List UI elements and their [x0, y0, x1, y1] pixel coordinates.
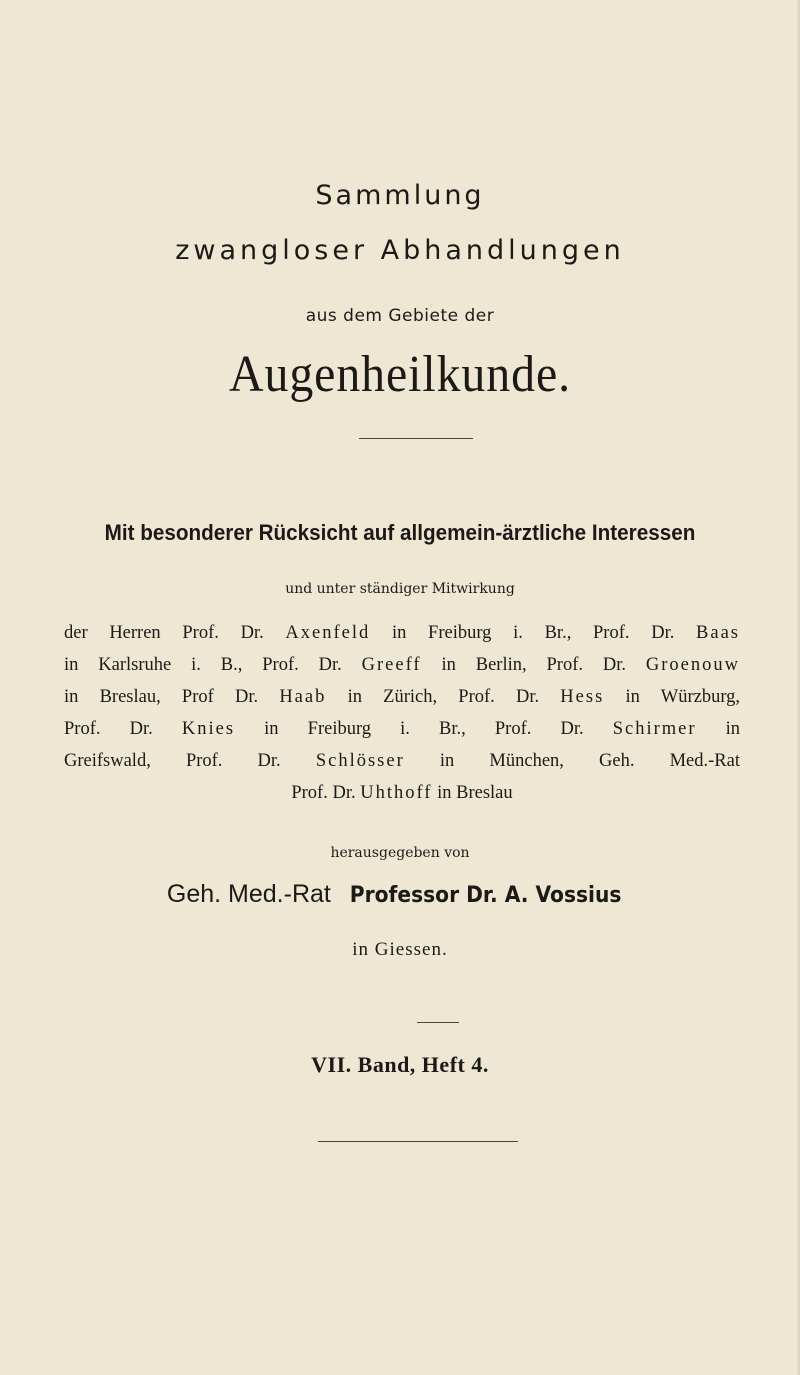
- text: in Karlsruhe i. B., Prof. Dr.: [64, 655, 342, 675]
- editor-place: in Giessen.: [352, 939, 448, 960]
- text: der Herren Prof. Dr.: [64, 623, 264, 643]
- page-edge-shadow: [796, 0, 800, 1375]
- text: in: [725, 719, 741, 739]
- contributor-name: Groenouw: [645, 655, 740, 675]
- contributors-line: [64, 617, 740, 649]
- field-intro: aus dem Gebiete der: [305, 306, 495, 326]
- contributor-name: Schirmer: [612, 719, 697, 739]
- contributor-name: Axenfeld: [285, 623, 371, 643]
- editor-name: Professor Dr. A. Vossius: [349, 883, 622, 908]
- text: in Breslau, Prof Dr.: [64, 687, 259, 707]
- editor-prefix: Geh. Med.-Rat: [166, 880, 331, 908]
- series-title: Sammlung: [315, 180, 485, 211]
- divider-1: [359, 438, 473, 439]
- divider-3: [318, 1141, 518, 1142]
- contributors-line: [64, 649, 740, 681]
- contributor-name: Uhthoff: [360, 783, 433, 803]
- contributors-line: [64, 681, 740, 713]
- text: Prof. Dr.: [291, 783, 356, 803]
- contributor-name: Schlösser: [315, 751, 405, 771]
- editor-line: [0, 880, 800, 909]
- contributor-name: Hess: [560, 687, 605, 707]
- contributors-line: [64, 745, 740, 777]
- contributor-name: Greeff: [361, 655, 422, 675]
- contributors-paragraph: [64, 617, 740, 809]
- text: in Zürich, Prof. Dr.: [347, 687, 540, 707]
- divider-2: [417, 1022, 459, 1023]
- text: in Breslau: [437, 783, 513, 803]
- series-subtitle: zwangloser Abhandlungen: [175, 235, 625, 266]
- contributor-name: Knies: [181, 719, 236, 739]
- contributor-name: Baas: [696, 623, 741, 643]
- cooperation-line: und unter ständiger Mitwirkung: [285, 581, 515, 597]
- text: Greifswald, Prof. Dr.: [64, 751, 281, 771]
- text: Prof. Dr.: [64, 719, 153, 739]
- interest-line: Mit besonderer Rücksicht auf allgemein-ärztliche Interessen: [104, 520, 696, 545]
- text: in Würzburg,: [625, 687, 741, 707]
- text: in München, Geh. Med.-Rat: [439, 751, 740, 771]
- text: in Berlin, Prof. Dr.: [441, 655, 627, 675]
- text: in Freiburg i. Br., Prof. Dr.: [264, 719, 584, 739]
- published-by: herausgegeben von: [330, 845, 470, 861]
- contributors-line: [64, 713, 740, 745]
- contributors-line: [64, 777, 740, 809]
- contributor-name: Haab: [279, 687, 327, 707]
- field-title: Augenheilkunde.: [229, 346, 571, 403]
- text: in Freiburg i. Br., Prof. Dr.: [391, 623, 675, 643]
- volume-info: VII. Band, Heft 4.: [311, 1052, 489, 1077]
